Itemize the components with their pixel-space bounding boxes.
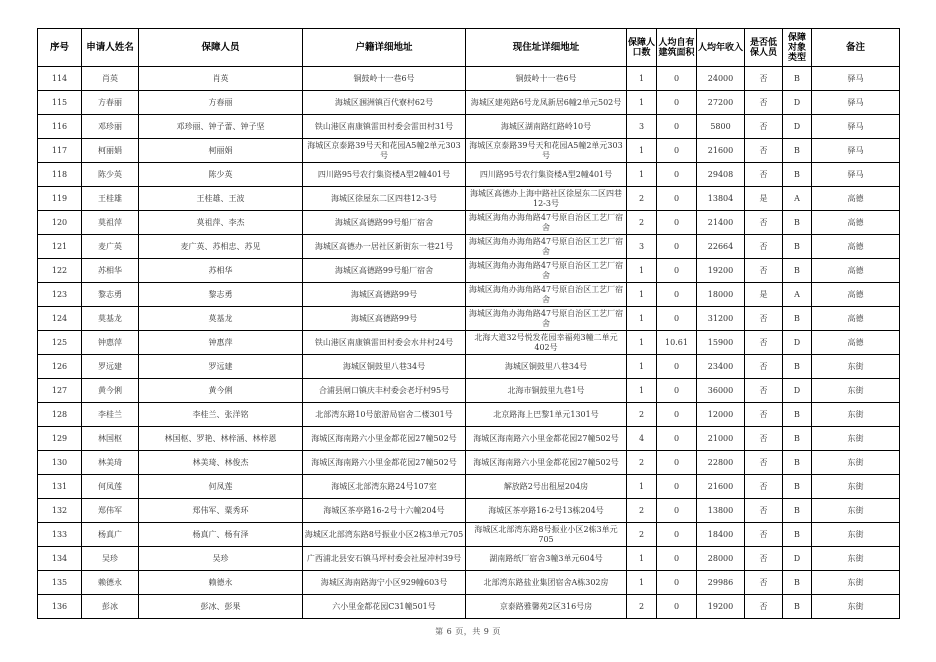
- cell-area-per-capita: 0: [657, 451, 697, 475]
- page-indicator: 第 6 页，共 9 页: [435, 627, 501, 636]
- cell-hukou-address: 海城区高德路99号: [303, 307, 466, 331]
- cell-remarks: 东街: [812, 427, 900, 451]
- cell-low-income: 否: [745, 115, 783, 139]
- cell-area-per-capita: 0: [657, 307, 697, 331]
- cell-applicant: 邓珍丽: [82, 115, 139, 139]
- cell-members: 罗远建: [139, 355, 303, 379]
- table-row: [38, 67, 900, 91]
- cell-applicant: 莫祖萍: [82, 211, 139, 235]
- cell-seq: 124: [38, 307, 82, 331]
- cell-applicant: 柯丽娟: [82, 139, 139, 163]
- cell-seq: 123: [38, 283, 82, 307]
- cell-members: 柯丽娟: [139, 139, 303, 163]
- cell-area-per-capita: 0: [657, 547, 697, 571]
- cell-income-per-capita: 31200: [697, 307, 745, 331]
- cell-remarks: 东街: [812, 379, 900, 403]
- cell-household-size: 3: [627, 235, 657, 259]
- cell-income-per-capita: 19200: [697, 259, 745, 283]
- cell-hukou-address: 四川路95号农行集资楼A型2幢401号: [303, 163, 466, 187]
- cell-household-size: 1: [627, 307, 657, 331]
- table-row: [38, 523, 900, 547]
- table-row: [38, 403, 900, 427]
- cell-hukou-address: 铁山港区南康镇雷田村委会水井村24号: [303, 331, 466, 355]
- cell-applicant: 莫基龙: [82, 307, 139, 331]
- table-row: [38, 115, 900, 139]
- cell-hukou-address: 海城区茶亭路16-2号十六幢204号: [303, 499, 466, 523]
- cell-category: B: [783, 235, 812, 259]
- cell-applicant: 黄今俐: [82, 379, 139, 403]
- cell-income-per-capita: 23400: [697, 355, 745, 379]
- cell-low-income: 否: [745, 571, 783, 595]
- cell-household-size: 1: [627, 163, 657, 187]
- table-row: [38, 91, 900, 115]
- cell-low-income: 是: [745, 283, 783, 307]
- cell-hukou-address: 广西浦北县安石镇马坪村委会社屋冲村39号: [303, 547, 466, 571]
- cell-income-per-capita: 24000: [697, 67, 745, 91]
- cell-current-address: 海城区高德办上海中路社区徐屋东二区四巷12-3号: [466, 187, 627, 211]
- cell-current-address: 海城区北部湾东路8号振业小区2栋3单元705: [466, 523, 627, 547]
- cell-category: B: [783, 427, 812, 451]
- cell-current-address: 四川路95号农行集资楼A型2幢401号: [466, 163, 627, 187]
- cell-members: 林国枢、罗艳、林梓涵、林梓恩: [139, 427, 303, 451]
- cell-area-per-capita: 0: [657, 259, 697, 283]
- cell-category: B: [783, 307, 812, 331]
- cell-current-address: 湖南路纸厂宿舍3幢3单元604号: [466, 547, 627, 571]
- cell-category: B: [783, 139, 812, 163]
- cell-income-per-capita: 13800: [697, 499, 745, 523]
- cell-hukou-address: 海城区北部湾东路8号振业小区2栋3单元705: [303, 523, 466, 547]
- cell-seq: 114: [38, 67, 82, 91]
- cell-category: D: [783, 331, 812, 355]
- cell-members: 吴珍: [139, 547, 303, 571]
- cell-hukou-address: 海城区京泰路39号天和花园A5幢2单元303号: [303, 139, 466, 163]
- cell-remarks: 高德: [812, 235, 900, 259]
- cell-low-income: 否: [745, 499, 783, 523]
- cell-income-per-capita: 18400: [697, 523, 745, 547]
- cell-household-size: 2: [627, 211, 657, 235]
- cell-area-per-capita: 0: [657, 115, 697, 139]
- cell-members: 黄今俐: [139, 379, 303, 403]
- cell-remarks: 高德: [812, 307, 900, 331]
- cell-hukou-address: 海城区海南路海宁小区929幢603号: [303, 571, 466, 595]
- cell-remarks: 东街: [812, 403, 900, 427]
- table-row: [38, 427, 900, 451]
- header-income-per-capita: 人均年收入: [697, 29, 745, 67]
- table-row: [38, 187, 900, 211]
- cell-remarks: 东街: [812, 523, 900, 547]
- cell-income-per-capita: 15900: [697, 331, 745, 355]
- header-low-income: 是否低保人员: [745, 29, 783, 67]
- cell-income-per-capita: 22664: [697, 235, 745, 259]
- cell-hukou-address: 六小里金都花园C31幢501号: [303, 595, 466, 619]
- cell-members: 麦广英、苏相忠、苏见: [139, 235, 303, 259]
- cell-low-income: 否: [745, 67, 783, 91]
- cell-low-income: 否: [745, 451, 783, 475]
- cell-income-per-capita: 28000: [697, 547, 745, 571]
- cell-area-per-capita: 0: [657, 475, 697, 499]
- cell-remarks: 驿马: [812, 163, 900, 187]
- cell-category: B: [783, 523, 812, 547]
- cell-seq: 131: [38, 475, 82, 499]
- cell-household-size: 1: [627, 259, 657, 283]
- cell-area-per-capita: 0: [657, 67, 697, 91]
- cell-income-per-capita: 29986: [697, 571, 745, 595]
- table-row: [38, 163, 900, 187]
- cell-household-size: 1: [627, 475, 657, 499]
- cell-household-size: 1: [627, 139, 657, 163]
- header-row: [38, 29, 900, 67]
- cell-area-per-capita: 0: [657, 499, 697, 523]
- cell-seq: 135: [38, 571, 82, 595]
- cell-category: D: [783, 547, 812, 571]
- cell-area-per-capita: 0: [657, 427, 697, 451]
- cell-members: 莫祖萍、李杰: [139, 211, 303, 235]
- cell-current-address: 海城区海角办海角路47号原自治区工艺厂宿舍: [466, 283, 627, 307]
- cell-current-address: 海城区铜鼓里八巷34号: [466, 355, 627, 379]
- cell-current-address: 海城区海南路六小里金都花园27幢502号: [466, 427, 627, 451]
- cell-hukou-address: 海城区高德路99号: [303, 283, 466, 307]
- cell-remarks: 高德: [812, 283, 900, 307]
- cell-low-income: 否: [745, 379, 783, 403]
- cell-applicant: 彭冰: [82, 595, 139, 619]
- cell-current-address: 海城区海角办海角路47号原自治区工艺厂宿舍: [466, 259, 627, 283]
- cell-members: 肖英: [139, 67, 303, 91]
- cell-category: B: [783, 211, 812, 235]
- cell-category: A: [783, 283, 812, 307]
- table-row: [38, 235, 900, 259]
- cell-applicant: 肖英: [82, 67, 139, 91]
- cell-household-size: 1: [627, 571, 657, 595]
- cell-income-per-capita: 36000: [697, 379, 745, 403]
- cell-category: B: [783, 403, 812, 427]
- cell-household-size: 2: [627, 187, 657, 211]
- cell-income-per-capita: 21600: [697, 139, 745, 163]
- header-area-per-capita: 人均自有建筑面积: [657, 29, 697, 67]
- cell-seq: 121: [38, 235, 82, 259]
- cell-seq: 118: [38, 163, 82, 187]
- cell-current-address: 京泰路雅馨苑2区316号房: [466, 595, 627, 619]
- cell-income-per-capita: 21400: [697, 211, 745, 235]
- cell-area-per-capita: 0: [657, 163, 697, 187]
- cell-hukou-address: 铁山港区南康镇雷田村委会雷田村31号: [303, 115, 466, 139]
- cell-household-size: 1: [627, 379, 657, 403]
- cell-low-income: 否: [745, 91, 783, 115]
- cell-applicant: 罗远建: [82, 355, 139, 379]
- cell-category: D: [783, 379, 812, 403]
- cell-income-per-capita: 21600: [697, 475, 745, 499]
- cell-household-size: 1: [627, 355, 657, 379]
- cell-low-income: 否: [745, 475, 783, 499]
- cell-low-income: 否: [745, 139, 783, 163]
- cell-members: 陈少英: [139, 163, 303, 187]
- cell-income-per-capita: 21000: [697, 427, 745, 451]
- cell-remarks: 驿马: [812, 139, 900, 163]
- cell-current-address: 海城区京泰路39号天和花园A5幢2单元303号: [466, 139, 627, 163]
- cell-hukou-address: 海城区涠洲镇百代寮村62号: [303, 91, 466, 115]
- cell-income-per-capita: 13804: [697, 187, 745, 211]
- cell-area-per-capita: 0: [657, 523, 697, 547]
- cell-income-per-capita: 18000: [697, 283, 745, 307]
- cell-applicant: 何凤莲: [82, 475, 139, 499]
- cell-seq: 117: [38, 139, 82, 163]
- cell-current-address: 海城区海角办海角路47号原自治区工艺厂宿舍: [466, 307, 627, 331]
- cell-applicant: 王桂雄: [82, 187, 139, 211]
- cell-seq: 120: [38, 211, 82, 235]
- table-row: [38, 283, 900, 307]
- cell-hukou-address: 海城区徐屋东二区四巷12-3号: [303, 187, 466, 211]
- table-body: [38, 67, 900, 619]
- cell-members: 林美琦、林俊杰: [139, 451, 303, 475]
- header-category: 保障对象类型: [783, 29, 812, 67]
- cell-household-size: 1: [627, 91, 657, 115]
- cell-low-income: 否: [745, 427, 783, 451]
- cell-low-income: 否: [745, 259, 783, 283]
- cell-income-per-capita: 19200: [697, 595, 745, 619]
- cell-income-per-capita: 27200: [697, 91, 745, 115]
- cell-low-income: 否: [745, 547, 783, 571]
- cell-seq: 129: [38, 427, 82, 451]
- cell-area-per-capita: 0: [657, 355, 697, 379]
- table-row: [38, 139, 900, 163]
- header-current-address: 现住址详细地址: [466, 29, 627, 67]
- cell-remarks: 高德: [812, 331, 900, 355]
- table-row: [38, 307, 900, 331]
- cell-hukou-address: 海城区海南路六小里金都花园27幢502号: [303, 451, 466, 475]
- cell-current-address: 海城区建苑路6号龙凤新居6幢2单元502号: [466, 91, 627, 115]
- cell-low-income: 否: [745, 331, 783, 355]
- cell-seq: 125: [38, 331, 82, 355]
- cell-members: 钟惠萍: [139, 331, 303, 355]
- cell-income-per-capita: 29408: [697, 163, 745, 187]
- cell-seq: 116: [38, 115, 82, 139]
- cell-applicant: 黎志勇: [82, 283, 139, 307]
- cell-current-address: 北海市铜鼓里九巷1号: [466, 379, 627, 403]
- cell-applicant: 钟惠萍: [82, 331, 139, 355]
- cell-remarks: 东街: [812, 475, 900, 499]
- cell-area-per-capita: 0: [657, 91, 697, 115]
- cell-applicant: 麦广英: [82, 235, 139, 259]
- table-row: [38, 211, 900, 235]
- cell-seq: 122: [38, 259, 82, 283]
- cell-hukou-address: 铜鼓岭十一巷6号: [303, 67, 466, 91]
- table-row: [38, 379, 900, 403]
- cell-members: 黎志勇: [139, 283, 303, 307]
- cell-current-address: 北京路海上巴黎1单元1301号: [466, 403, 627, 427]
- cell-applicant: 郑伟军: [82, 499, 139, 523]
- cell-hukou-address: 海城区海南路六小里金都花园27幢502号: [303, 427, 466, 451]
- cell-area-per-capita: 0: [657, 403, 697, 427]
- cell-members: 李桂兰、张洋铭: [139, 403, 303, 427]
- cell-household-size: 3: [627, 115, 657, 139]
- cell-seq: 136: [38, 595, 82, 619]
- table-row: [38, 331, 900, 355]
- cell-current-address: 解放路2号出租屋204房: [466, 475, 627, 499]
- cell-category: B: [783, 571, 812, 595]
- cell-members: 莫基龙: [139, 307, 303, 331]
- cell-current-address: 海城区茶亭路16-2号13栋204号: [466, 499, 627, 523]
- cell-category: B: [783, 67, 812, 91]
- cell-area-per-capita: 0: [657, 139, 697, 163]
- cell-low-income: 否: [745, 307, 783, 331]
- cell-hukou-address: 北部湾东路10号旅游局宿舍二楼301号: [303, 403, 466, 427]
- cell-seq: 133: [38, 523, 82, 547]
- cell-current-address: 海城区海南路六小里金都花园27幢502号: [466, 451, 627, 475]
- cell-area-per-capita: 0: [657, 379, 697, 403]
- cell-low-income: 否: [745, 355, 783, 379]
- cell-household-size: 2: [627, 595, 657, 619]
- table-row: [38, 547, 900, 571]
- cell-members: 邓珍丽、钟子蕾、钟子坚: [139, 115, 303, 139]
- cell-category: B: [783, 595, 812, 619]
- cell-category: B: [783, 451, 812, 475]
- cell-seq: 127: [38, 379, 82, 403]
- table-row: [38, 499, 900, 523]
- cell-applicant: 苏相华: [82, 259, 139, 283]
- cell-remarks: 高德: [812, 187, 900, 211]
- cell-applicant: 杨真广: [82, 523, 139, 547]
- cell-remarks: 高德: [812, 259, 900, 283]
- cell-applicant: 陈少英: [82, 163, 139, 187]
- cell-area-per-capita: 10.61: [657, 331, 697, 355]
- cell-hukou-address: 海城区北部湾东路24号107室: [303, 475, 466, 499]
- cell-remarks: 东街: [812, 595, 900, 619]
- cell-hukou-address: 海城区高德路99号船厂宿舍: [303, 211, 466, 235]
- cell-seq: 132: [38, 499, 82, 523]
- cell-income-per-capita: 22800: [697, 451, 745, 475]
- header-remarks: 备注: [812, 29, 900, 67]
- cell-household-size: 4: [627, 427, 657, 451]
- cell-low-income: 否: [745, 163, 783, 187]
- cell-members: 彭冰、彭果: [139, 595, 303, 619]
- cell-seq: 134: [38, 547, 82, 571]
- cell-area-per-capita: 0: [657, 235, 697, 259]
- cell-seq: 128: [38, 403, 82, 427]
- cell-members: 方春丽: [139, 91, 303, 115]
- cell-area-per-capita: 0: [657, 187, 697, 211]
- cell-seq: 119: [38, 187, 82, 211]
- cell-area-per-capita: 0: [657, 211, 697, 235]
- cell-household-size: 1: [627, 547, 657, 571]
- housing-security-table: [37, 28, 900, 619]
- table-row: [38, 475, 900, 499]
- cell-category: B: [783, 259, 812, 283]
- cell-members: 郑伟军、粟秀环: [139, 499, 303, 523]
- cell-applicant: 林美琦: [82, 451, 139, 475]
- cell-low-income: 否: [745, 403, 783, 427]
- cell-members: 何凤莲: [139, 475, 303, 499]
- cell-income-per-capita: 5800: [697, 115, 745, 139]
- cell-remarks: 驿马: [812, 115, 900, 139]
- cell-current-address: 海城区海角办海角路47号原自治区工艺厂宿舍: [466, 211, 627, 235]
- table-row: [38, 451, 900, 475]
- cell-remarks: 驿马: [812, 91, 900, 115]
- cell-household-size: 2: [627, 451, 657, 475]
- table-row: [38, 571, 900, 595]
- cell-hukou-address: 海城区高德办一居社区新街东一巷21号: [303, 235, 466, 259]
- cell-area-per-capita: 0: [657, 571, 697, 595]
- cell-current-address: 海城区海角办海角路47号原自治区工艺厂宿舍: [466, 235, 627, 259]
- cell-income-per-capita: 12000: [697, 403, 745, 427]
- cell-members: 赖德永: [139, 571, 303, 595]
- cell-household-size: 2: [627, 499, 657, 523]
- cell-seq: 130: [38, 451, 82, 475]
- cell-category: D: [783, 91, 812, 115]
- cell-seq: 115: [38, 91, 82, 115]
- cell-low-income: 是: [745, 187, 783, 211]
- table-row: [38, 595, 900, 619]
- cell-low-income: 否: [745, 235, 783, 259]
- cell-current-address: 北海大道32号悦发花园幸福苑3幢二单元402号: [466, 331, 627, 355]
- cell-members: 杨真广、杨有泽: [139, 523, 303, 547]
- cell-remarks: 东街: [812, 451, 900, 475]
- header-members: 保障人员: [139, 29, 303, 67]
- cell-applicant: 林国枢: [82, 427, 139, 451]
- cell-applicant: 吴珍: [82, 547, 139, 571]
- cell-remarks: 驿马: [812, 67, 900, 91]
- cell-household-size: 2: [627, 403, 657, 427]
- cell-remarks: 东街: [812, 499, 900, 523]
- cell-category: A: [783, 187, 812, 211]
- table-row: [38, 259, 900, 283]
- cell-hukou-address: 合浦县闸口镇庆丰村委会老圩村95号: [303, 379, 466, 403]
- cell-remarks: 东街: [812, 547, 900, 571]
- cell-area-per-capita: 0: [657, 595, 697, 619]
- header-applicant: 申请人姓名: [82, 29, 139, 67]
- cell-applicant: 赖德永: [82, 571, 139, 595]
- cell-seq: 126: [38, 355, 82, 379]
- cell-category: B: [783, 355, 812, 379]
- cell-area-per-capita: 0: [657, 283, 697, 307]
- header-household-size: 保障人口数: [627, 29, 657, 67]
- cell-current-address: 北部湾东路盐业集团宿舍A栋302房: [466, 571, 627, 595]
- cell-household-size: 2: [627, 523, 657, 547]
- cell-low-income: 否: [745, 211, 783, 235]
- cell-applicant: 方春丽: [82, 91, 139, 115]
- cell-household-size: 1: [627, 283, 657, 307]
- table-row: [38, 355, 900, 379]
- cell-category: B: [783, 499, 812, 523]
- cell-household-size: 1: [627, 331, 657, 355]
- header-hukou-address: 户籍详细地址: [303, 29, 466, 67]
- cell-category: D: [783, 115, 812, 139]
- cell-household-size: 1: [627, 67, 657, 91]
- cell-category: B: [783, 163, 812, 187]
- cell-current-address: 铜鼓岭十一巷6号: [466, 67, 627, 91]
- cell-members: 王桂雄、王波: [139, 187, 303, 211]
- cell-low-income: 否: [745, 523, 783, 547]
- header-seq: 序号: [38, 29, 82, 67]
- cell-remarks: 高德: [812, 211, 900, 235]
- cell-remarks: 东街: [812, 571, 900, 595]
- cell-hukou-address: 海城区铜鼓里八巷34号: [303, 355, 466, 379]
- cell-category: B: [783, 475, 812, 499]
- cell-applicant: 李桂兰: [82, 403, 139, 427]
- cell-current-address: 海城区湖南路红路岭10号: [466, 115, 627, 139]
- cell-remarks: 东街: [812, 355, 900, 379]
- cell-members: 苏相华: [139, 259, 303, 283]
- cell-low-income: 否: [745, 595, 783, 619]
- cell-hukou-address: 海城区高德路99号船厂宿舍: [303, 259, 466, 283]
